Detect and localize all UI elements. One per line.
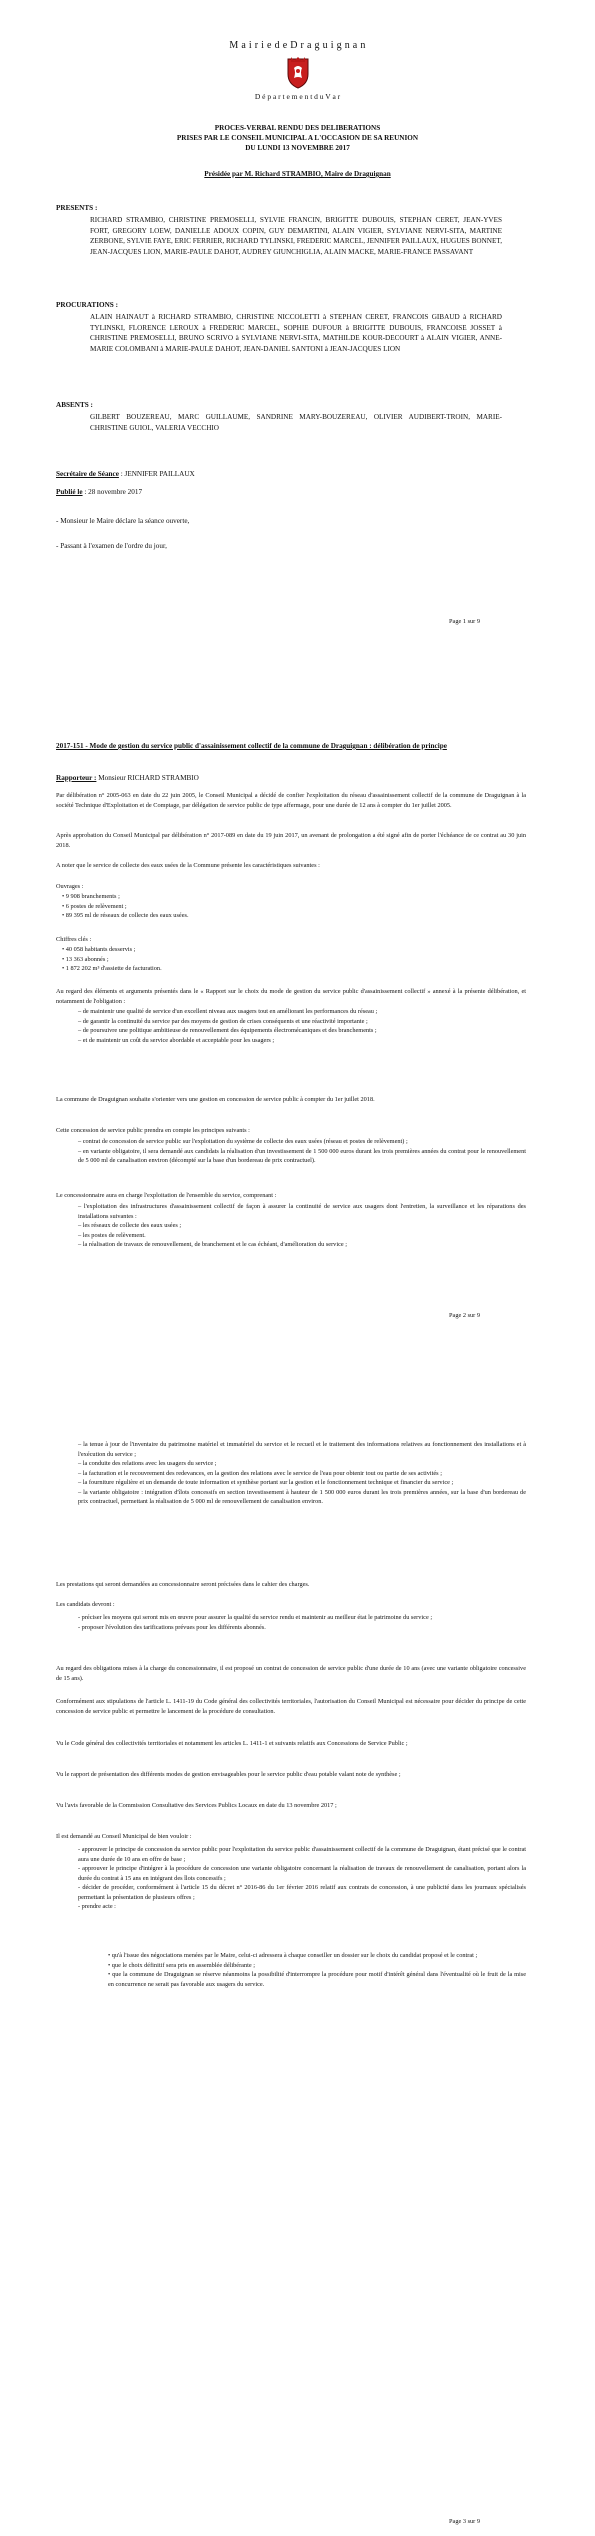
p3-paragraph-2: Les candidats devront :	[56, 1601, 115, 1608]
list-item: - approuver le principe de concession du service public pour l'exploitation du service public d'assainissement collectif de la commune de Draguignan, étant précisé que le contrat aura une durée de 10 ans en offre de base ;	[78, 1846, 526, 1863]
paragraph-7: Le concessionnaire aura en charge l'exploitation de l'ensemble du service, comprenant :	[56, 1192, 277, 1199]
list-item: – les réseaux de collecte des eaux usées ;	[78, 1222, 182, 1229]
list-item: – en variante obligatoire, il sera demandé aux candidats la réalisation d'un investissement de 1 500 000 euros durant les trois premières années du contrat pour le renouvellement de 5 000 ml de canalisation environ (décompté sur la base d'un bordereau de prix contractuel).	[78, 1147, 526, 1164]
title-line-3: DU LUNDI 13 NOVEMBRE 2017	[245, 144, 350, 152]
procurations-label: PROCURATIONS :	[56, 301, 118, 309]
list-item: - proposer l'évolution des tarifications prévues pour les différents abonnés.	[78, 1623, 266, 1631]
list-item: • 1 872 202 m³ d'assiette de facturation.	[62, 965, 162, 972]
ouvrages-label: Ouvrages :	[56, 883, 84, 890]
p3-paragraph-3: Au regard des obligations mises à la charge du concessionnaire, il est proposé un contrat de concession de service public d'une durée de 10 ans (avec une variante obligatoire concessive de 15 ans).	[56, 1665, 526, 1682]
demandes-list	[78, 1845, 526, 1912]
paragraph-5: La commune de Draguignan souhaite s'orienter vers une gestion en concession de service public à compter du 1er juillet 2018.	[56, 1096, 375, 1103]
list-item: – la variante obligatoire : intégration d'îlots concessifs en section investissement à hauteur de 1 500 000 euros durant les trois premières années, sur la base d'un bordereau de prix contractuel, permettant la réalisation de 5 000 ml de renouvellement de canalisation environ.	[78, 1488, 526, 1505]
page-footer-1: Page 1 sur 9	[449, 618, 480, 625]
p3-paragraph-8: Il est demandé au Conseil Municipal de bien vouloir :	[56, 1833, 192, 1840]
rapporteur-label: Rapporteur :	[56, 774, 97, 782]
ordre-du-jour-line: - Passant à l'examen de l'ordre du jour,	[56, 542, 167, 550]
list-item: – la conduite des relations avec les usagers du service ;	[78, 1460, 217, 1467]
list-item: • qu'à l'issue des négociations menées par le Maire, celui-ci adressera à chaque conseiller un dossier sur le choix du candidat proposé et le contrat ;	[108, 1952, 478, 1959]
acte-list	[108, 1951, 526, 1989]
absents-list: GILBERT BOUZEREAU, MARC GUILLAUME, SANDRINE MARY-BOUZEREAU, OLIVIER AUDIBERT-TROIN, MARIE-CHRISTINE GUIOL, VALERIA VECCHIO	[90, 413, 502, 432]
absents-label: ABSENTS :	[56, 401, 93, 409]
paragraph-1: Par délibération n° 2005-063 en date du 22 juin 2005, le Conseil Municipal a décidé de confier l'exploitation du réseau d'assainissement collectif de la commune de Draguignan à la société Technique d'Exploitation et de Comptage, par délégation de service public de type affermage, pour une durée de 12 ans à compter du 1er juillet 2005.	[56, 792, 526, 809]
candidats-list	[78, 1613, 526, 1632]
secretaire-label: Secrétaire de Séance	[56, 470, 119, 478]
rapporteur-value: Monsieur RICHARD STRAMBIO	[96, 774, 199, 782]
principes-list	[78, 1137, 526, 1166]
list-item: – de poursuivre une politique ambitieuse de renouvellement des équipements électromécaniques et des branchements ;	[78, 1027, 377, 1034]
p3-paragraph-6: Vu le rapport de présentation des différents modes de gestion envisageables pour le service public d'eau potable valant note de synthèse ;	[56, 1771, 401, 1778]
page3-items-list	[78, 1440, 526, 1507]
title-line-2: PRISES PAR LE CONSEIL MUNICIPAL A L'OCCASION DE SA REUNION	[176, 134, 419, 142]
page-1	[0, 0, 595, 890]
list-item: – de maintenir une qualité de service d'un excellent niveau aux usagers tout en améliorant les performances du réseau ;	[78, 1008, 378, 1015]
publie-label: Publié le	[56, 488, 83, 496]
list-item: – l'exploitation des infrastructures d'assainissement collectif de façon à assurer la continuité de service aux usagers dont l'entretien, la surveillance et les réparations des installations suivantes :	[78, 1203, 526, 1220]
p3-paragraph-4: Conformément aux stipulations de l'article L. 1411-19 du Code général des collectivités territoriales, l'autorisation du Conseil Municipal est nécessaire pour décider du principe de cette concession de service public et permettre le lancement de la procédure de consultation.	[56, 1698, 526, 1715]
list-item: • 40 058 habitants desservis ;	[62, 946, 136, 953]
p3-paragraph-7: Vu l'avis favorable de la Commission Consultative des Services Publics Locaux en date du 13 novembre 2017 ;	[56, 1802, 337, 1809]
presidee-line: Présidée par M. Richard STRAMBIO, Maire de Draguignan	[204, 170, 391, 178]
list-item: – la facturation et le recouvrement des redevances, en la gestion des relations avec le service de l'eau pour obtenir tout ou partie de ses activités ;	[78, 1469, 442, 1477]
publie-value: : 28 novembre 2017	[82, 488, 143, 496]
page-footer-2: Page 2 sur 9	[449, 1312, 480, 1319]
page-footer-3: Page 3 sur 9	[449, 2518, 480, 2525]
list-item: – la réalisation de travaux de renouvellement, de branchement et le cas échéant, d'amélioration du service ;	[78, 1241, 347, 1248]
presents-label: PRESENTS :	[56, 204, 98, 212]
list-item: - prendre acte :	[78, 1903, 116, 1910]
list-item: - approuver le principe d'intégrer à la procédure de concession une variante obligatoire concernant la réalisation de travaux de renouvellement de canalisation, portant alors la durée du contrat à 15 ans en intégrant des îlots concessifs ;	[78, 1865, 526, 1882]
ouvrages-list	[62, 892, 462, 921]
mairie-name: M a i r i e d e D r a g u i g n a n	[229, 40, 366, 51]
paragraph-6: Cette concession de service public prendra en compte les principes suivants :	[56, 1127, 250, 1134]
presents-list: RICHARD STRAMBIO, CHRISTINE PREMOSELLI, SYLVIE FRANCIN, BRIGITTE DUBOUIS, STEPHAN CERET, JEAN-YVES FORT, GREGORY LOEW, DANIELLE ADOUX COPIN, GUY DEMARTINI, ALAIN VIGIER, SYLVIANE NERVI-SITA, MARTINE ZERBONE, SYLVIE FAYE, ERIC FERRIER, RICHARD TYLINSKI, FREDERIC MARCEL, JENNIFER PAILLAUX, HUGUES BONNET, JEAN-JACQUES LION, MARIE-PAULE DAHOT, AUDREY GIUNCHIGLIA, ALAIN MACKE, MARIE-FRANCE PASSAVANT	[90, 216, 502, 256]
list-item: – la tenue à jour de l'inventaire du patrimoine matériel et immatériel du service et le recueil et le traitement des informations relatives au fonctionnement des installations et à l'exécution du service ;	[78, 1441, 526, 1458]
publie-line	[56, 487, 142, 498]
paragraph-3: A noter que le service de collecte des eaux usées de la Commune présente les caractéristiques suivantes :	[56, 862, 320, 869]
title-line-1: PROCES-VERBAL RENDU DES DELIBERATIONS	[214, 124, 381, 132]
secretaire-line	[56, 469, 195, 480]
p3-paragraph-1: Les prestations qui seront demandées au concessionnaire seront précisées dans le cahier des charges.	[56, 1581, 310, 1588]
list-item: • que le choix définitif sera pris en assemblée délibérante ;	[108, 1961, 255, 1969]
obligations-list	[78, 1007, 526, 1045]
charges-list	[78, 1202, 526, 1250]
list-item: - préciser les moyens qui seront mis en œuvre pour assurer la qualité du service rendu et maintenir au meilleur état le patrimoine du service ;	[78, 1614, 433, 1621]
seance-ouverte-line: - Monsieur le Maire déclare la séance ouverte,	[56, 517, 190, 525]
rapporteur-line	[56, 773, 199, 784]
list-item: • que la commune de Draguignan se réserve néanmoins la possibilité d'interrompre la procédure pour motif d'intérêt général dans l'éventualité où le fruit de la mise en concurrence ne serait pas favorable aux usagers du service.	[108, 1971, 527, 1988]
paragraph-4: Au regard des éléments et arguments présentés dans le « Rapport sur le choix du mode de gestion du service public d'assainissement collectif » annexé à la présente délibération, et notamment de l'obligation :	[56, 988, 526, 1005]
list-item: • 9 908 branchements ;	[62, 893, 120, 900]
list-item: – et de maintenir un coût du service abordable et acceptable pour les usagers ;	[78, 1036, 275, 1044]
list-item: - décider de procéder, conformément à l'article 15 du décret n° 2016-86 du 1er février 2016 relatif aux contrats de concession, à une publicité dans les journaux spécialisés permettant la présentation de plusieurs offres ;	[78, 1884, 526, 1901]
chiffres-list	[62, 945, 462, 974]
list-item: – la fourniture régulière et un demande de toute information et synthèse portant sur la gestion et le fonctionnement technique et financier du service ;	[78, 1479, 454, 1486]
list-item: – les postes de relèvement.	[78, 1231, 146, 1239]
list-item: – contrat de concession de service public sur l'exploitation du système de collecte des eaux usées (réseau et postes de relèvement) ;	[78, 1138, 408, 1145]
coat-of-arms-logo	[285, 56, 311, 90]
paragraph-2: Après approbation du Conseil Municipal par délibération n° 2017-089 en date du 19 juin 2017, un avenant de prolongation a été signé afin de porter l'échéance de ce contrat au 30 juin 2018.	[56, 832, 526, 849]
procurations-list: ALAIN HAINAUT à RICHARD STRAMBIO, CHRISTINE NICCOLETTI à STEPHAN CERET, FRANCOIS GIBAUD à RICHARD TYLINSKI, FLORENCE LEROUX à FREDERIC MARCEL, SOPHIE DUFOUR à BRIGITTE DUBOUIS, FRANCOISE JOSSET à CHRISTINE PREMOSELLI, BRUNO SCRIVO à SYLVIANE NERVI-SITA, MATHILDE KOUR-DECOURT à ALAIN VIGIER, ANNE-MARIE COLOMBANI à MARIE-PAULE DAHOT, JEAN-DANIEL SANTONI à JEAN-JACQUES LION	[90, 313, 502, 353]
secretaire-value: : JENNIFER PAILLAUX	[118, 470, 195, 478]
chiffres-label: Chiffres clés :	[56, 936, 92, 943]
list-item: – de garantir la continuité du service par des moyens de gestion de crises conséquents et une réactivité importante ;	[78, 1017, 368, 1025]
p3-paragraph-5: Vu le Code général des collectivités territoriales et notamment les articles L. 1411-1 et suivants relatifs aux Concessions de Service Public ;	[56, 1740, 408, 1747]
departement-label: D é p a r t e m e n t d u V a r	[254, 92, 341, 101]
list-item: • 89 395 ml de réseaux de collecte des eaux usées.	[62, 912, 189, 919]
deliberation-heading: 2017-151 - Mode de gestion du service public d'assainissement collectif de la commune de Draguignan : délibération de principe	[56, 742, 447, 750]
list-item: • 13 363 abonnés ;	[62, 955, 109, 963]
list-item: • 6 postes de relèvement ;	[62, 902, 127, 910]
